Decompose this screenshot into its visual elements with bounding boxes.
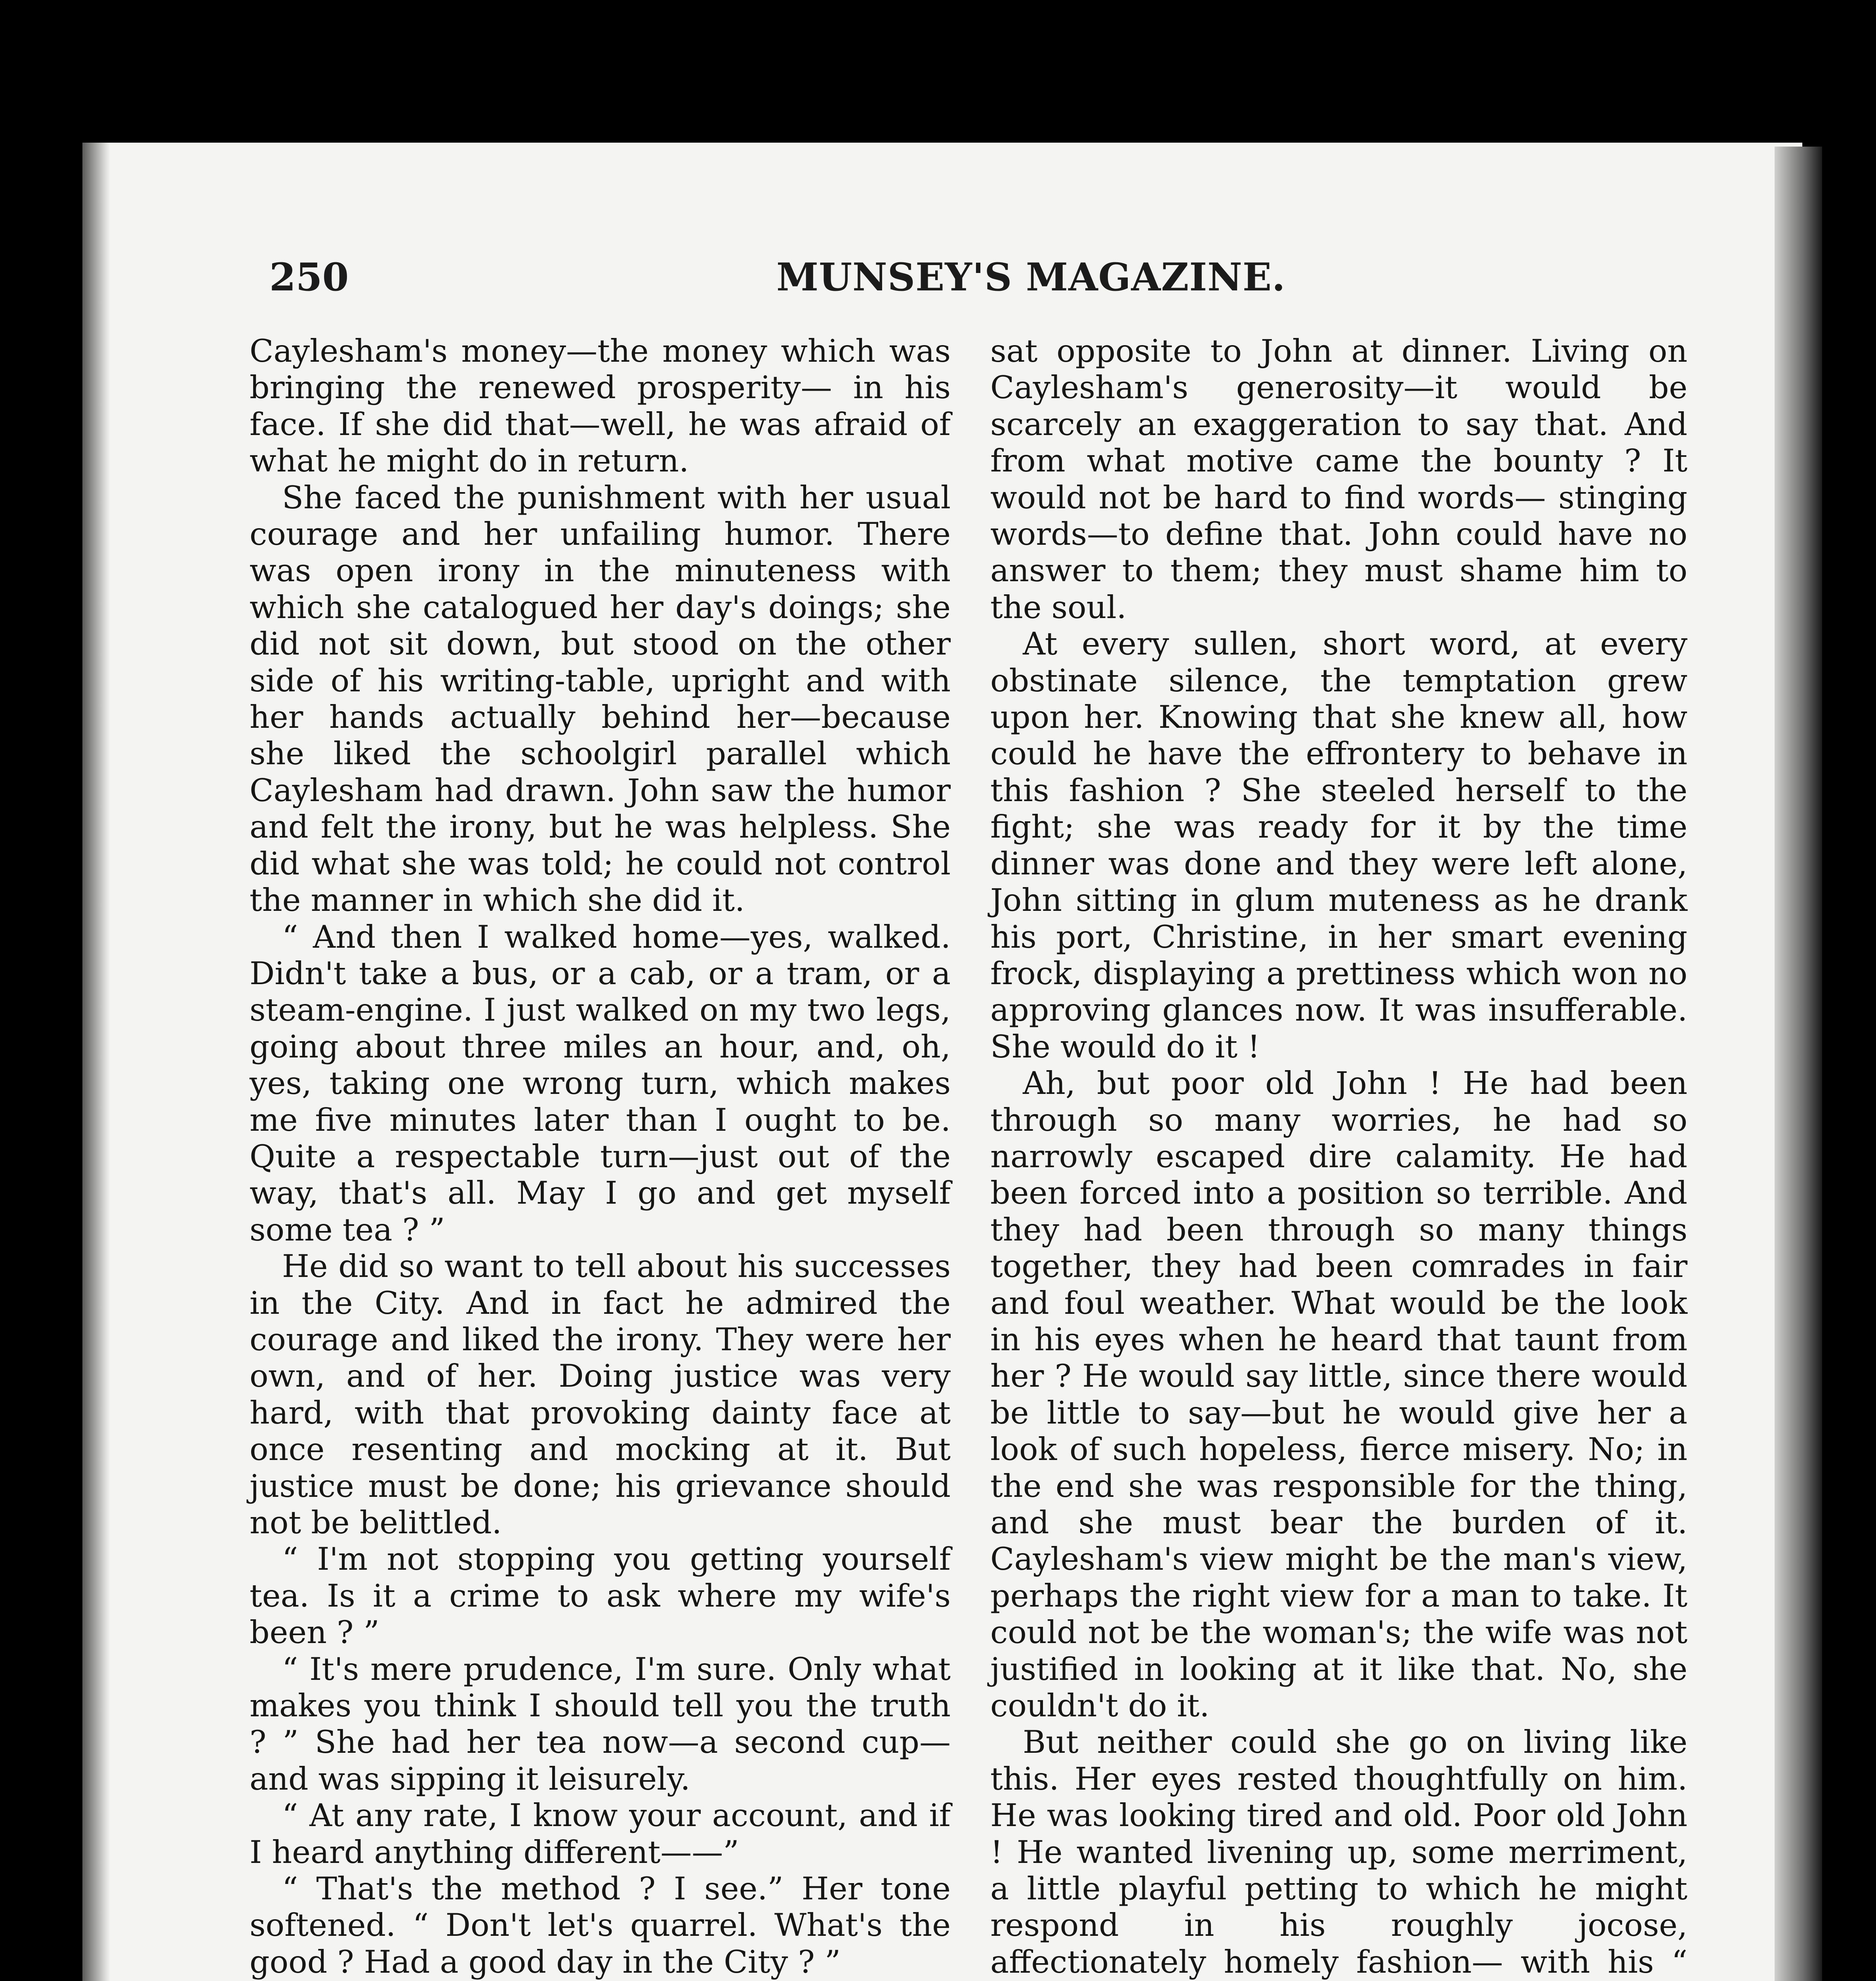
running-head: MUNSEY'S MAGAZINE. xyxy=(776,255,1286,300)
left-column xyxy=(250,333,951,1981)
paragraph: But neither could she go on living like this. Her eyes rested thoughtfully on him. He was looking tired and old. Poor old John ! He wanted livening up, some merriment, a little playful petting to which he might respond in his roughly jocose, affectionately homely fashion— with his “ xyxy=(990,1724,1687,1980)
right-column xyxy=(990,333,1687,1981)
paragraph: “ That's the method ? I see.” Her tone softened. “ Don't let's quarrel. What's the good ? Had a good day in the City ? ” xyxy=(250,1870,951,1980)
binding-edge xyxy=(1775,147,1822,1981)
paragraph: “ At any rate, I know your account, and if I heard anything different——” xyxy=(250,1797,951,1870)
paragraph: “ And then I walked home—yes, walked. Didn't take a bus, or a cab, or a tram, or a steam-engine. I just walked on my two legs, going about three miles an hour, and, oh, yes, taking one wrong turn, which makes me five minutes later than I ought to be. Quite a respectable turn—just out of the way, that's all. May I go and get myself some tea ? ” xyxy=(250,918,951,1248)
paragraph: Caylesham's money—the money which was bringing the renewed prosperity— in his face. If she did that—well, he was afraid of what he might do in return. xyxy=(250,333,951,479)
paragraph: “ It's mere prudence, I'm sure. Only what makes you think I should tell you the truth ? ” She had her tea now—a second cup—and was sipping it leisurely. xyxy=(250,1651,951,1797)
paragraph: He did so want to tell about his successes in the City. And in fact he admired the courage and liked the irony. They were her own, and of her. Doing justice was very hard, with that provoking dainty face at once resenting and mocking at it. But justice must be done; his grievance should not be belittled. xyxy=(250,1248,951,1541)
page-number: 250 xyxy=(269,255,349,300)
paragraph: “ I'm not stopping you getting yourself tea. Is it a crime to ask where my wife's been ? ” xyxy=(250,1541,951,1651)
paragraph: sat opposite to John at dinner. Living on Caylesham's generosity—it would be scarcely an exaggeration to say that. And from what motive came the bounty ? It would not be hard to find words— stinging words—to define that. John could have no answer to them; they must shame him to the soul. xyxy=(990,333,1687,626)
gutter-shadow xyxy=(82,143,110,1981)
paragraph: At every sullen, short word, at every obstinate silence, the temptation grew upon her. Knowing that she knew all, how could he have the effrontery to behave in this fashion ? She steeled herself to the fight; she was ready for it by the time dinner was done and they were left alone, John sitting in glum muteness as he drank his port, Christine, in her smart evening frock, displaying a prettiness which won no approving glances now. It was insufferable. She would do it ! xyxy=(990,626,1687,1065)
paragraph: Ah, but poor old John ! He had been through so many worries, he had so narrowly escaped dire calamity. He had been forced into a position so terrible. And they had been through so many things together, they had been comrades in fair and foul weather. What would be the look in his eyes when he heard that taunt from her ? He would say little, since there would be little to say—but he would give her a look of such hopeless, fierce misery. No; in the end she was responsible for the thing, and she must bear the burden of it. Caylesham's view might be the man's view, perhaps the right view for a man to take. It could not be the woman's; the wife was not justified in looking at it like that. No, she couldn't do it. xyxy=(990,1065,1687,1724)
page-header xyxy=(269,254,1719,301)
paragraph: She faced the punishment with her usual courage and her unfailing humor. There was open irony in the minuteness with which she catalogued her day's doings; she did not sit down, but stood on the other side of his writing-table, upright and with her hands actually behind her—because she liked the schoolgirl parallel which Caylesham had drawn. John saw the humor and felt the irony, but he was helpless. She did what she was told; he could not control the manner in which she did it. xyxy=(250,479,951,919)
